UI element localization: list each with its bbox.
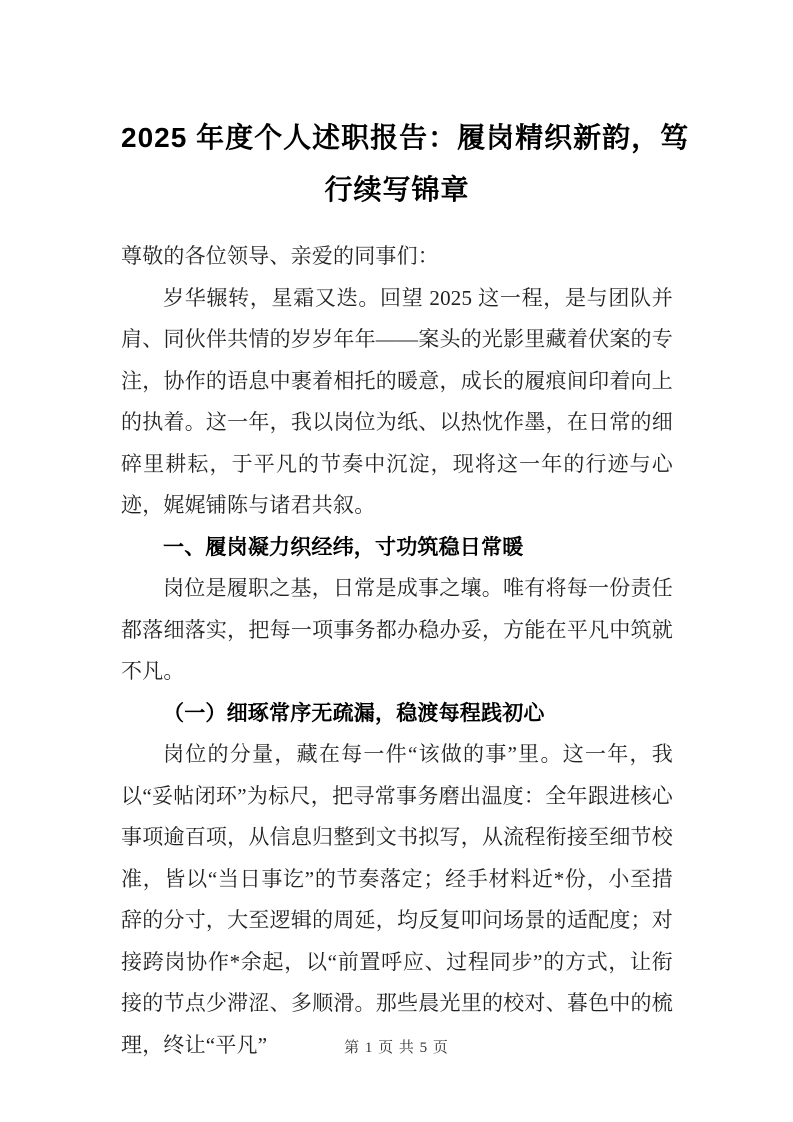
page-footer: [0, 1038, 793, 1058]
section-1-intro-paragraph: 岗位是履职之基，日常是成事之壤。唯有将每一份责任都落细落实，把每一项事务都办稳办妥，方能在平凡中筑就不凡。: [121, 576, 673, 683]
salutation: 尊敬的各位领导、亲爱的同事们：: [121, 244, 439, 268]
subsection-1-1-paragraph: 岗位的分量，藏在每一件“该做的事”里。这一年，我以“妥帖闭环”为标尺，把寻常事务磨出温度：全年跟进核心事项逾百项，从信息归整到文书拟写，从流程衔接至细节校准，皆以“当日事讫”的节奏落定；经手材料近*份，小至措辞的分寸，大至逻辑的周延，均反复叩问场景的适配度；对接跨岗协作*余起，以“前置呼应、过程同步”的方式，让衔接的节点少滞涩、多顺滑。那些晨光里的校对、暮色中的梳理，终让“平凡”: [121, 742, 673, 1057]
section-1-heading: 一、履岗凝力织经纬，寸功筑稳日常暖: [163, 534, 524, 559]
page-number-text: 第 1 页 共 5 页: [344, 1040, 449, 1056]
document-title: [121, 112, 690, 216]
subsection-1-1-heading: （一）细琢常序无疏漏，稳渡每程践初心: [163, 700, 545, 725]
document-content: [121, 0, 690, 1066]
opening-paragraph: 岁华辗转，星霜又迭。回望 2025 这一程，是与团队并肩、同伙伴共情的岁岁年年——案头的光影里藏着伏案的专注，协作的语息中裹着相托的暖意，成长的履痕间印着向上的执着。这一年，我以岗位为纸、以热忱作墨，在日常的细碎里耕耘，于平凡的节奏中沉淀，现将这一年的行迹与心迹，娓娓铺陈与诸君共叙。: [121, 285, 673, 517]
document-title-line-1: 2025 年度个人述职报告：履岗精织新韵，笃: [121, 122, 690, 153]
document-title-line-2: 行续写锦章: [324, 174, 470, 205]
